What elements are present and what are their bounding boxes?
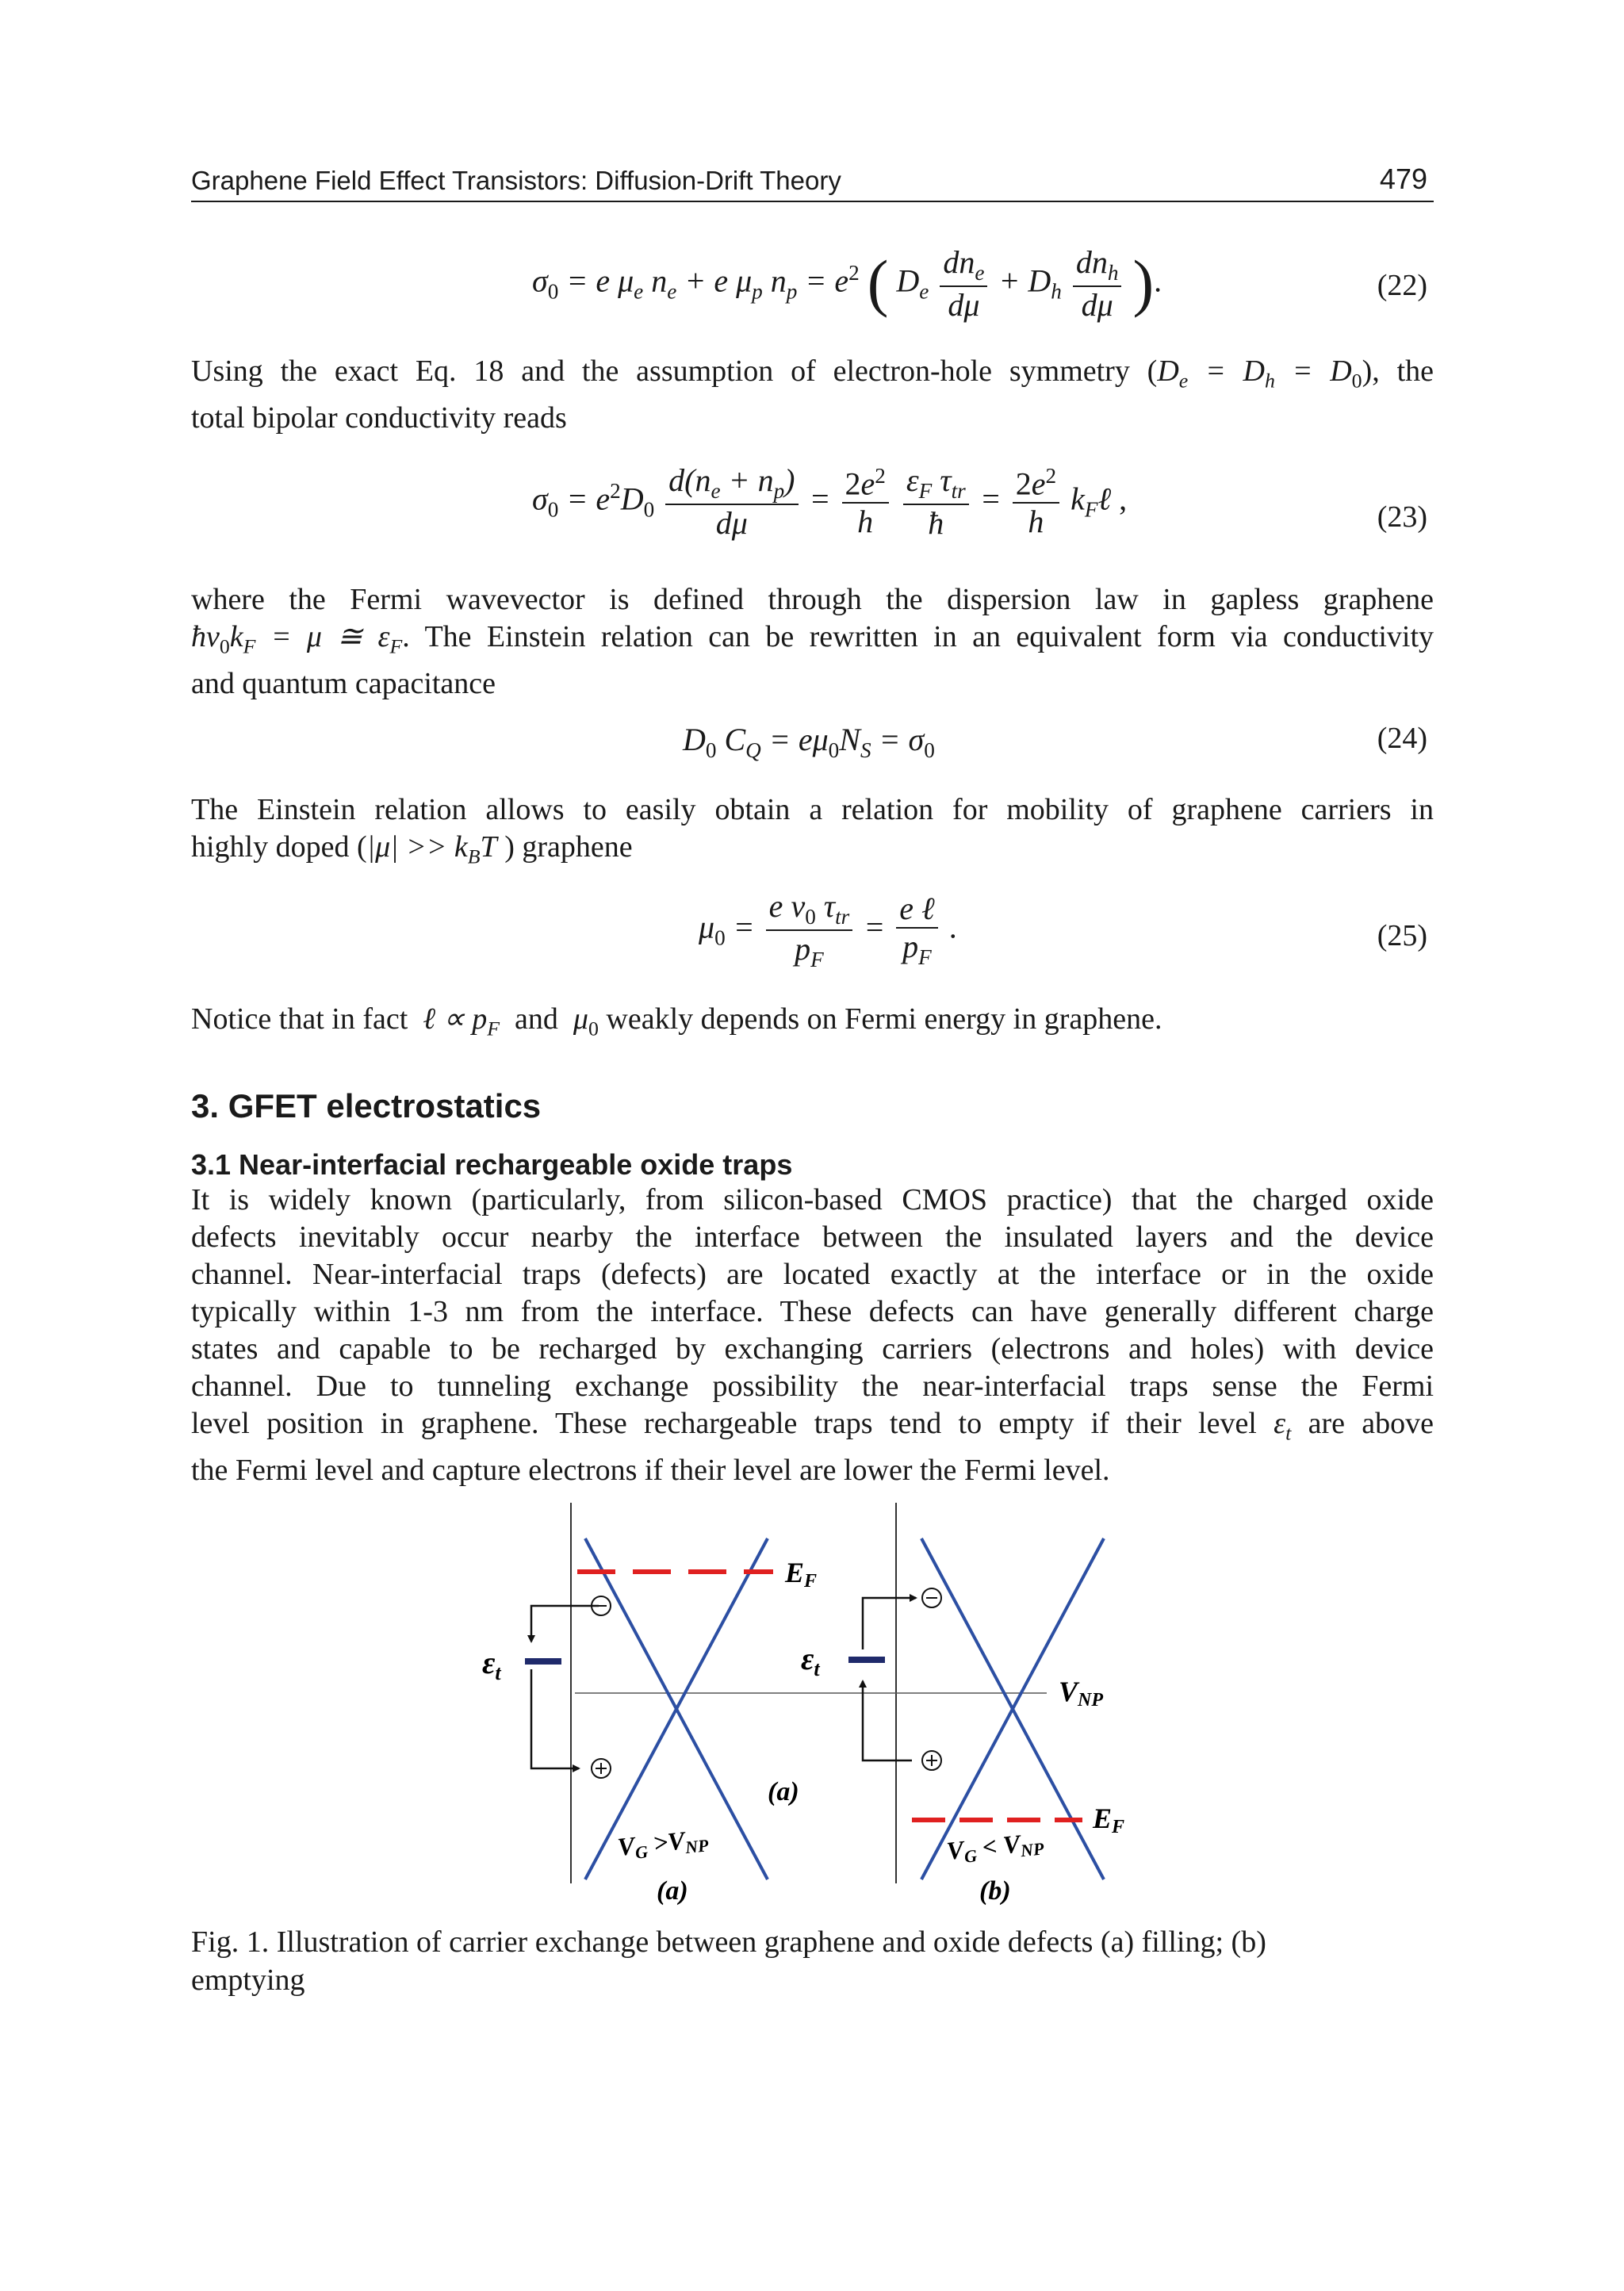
equation-25 bbox=[191, 888, 1434, 991]
p5-line-7-end: are above bbox=[1308, 1407, 1434, 1440]
paragraph-1 bbox=[191, 353, 1434, 437]
right-trap-label: $\varepsilon_t$ bbox=[801, 1641, 820, 1680]
p5-line-1: It is widely known (particularly, from silicon-based CMOS practice) that the charged oxide bbox=[191, 1183, 1434, 1216]
p5-line-4: typically within 1-3 nm from the interface. These defects can have generally different charge bbox=[191, 1295, 1434, 1328]
figure-1-diagram bbox=[468, 1503, 1150, 1915]
right-panel-label: (b) bbox=[979, 1876, 1011, 1906]
right-fermi-label: EF bbox=[1093, 1803, 1125, 1837]
p1-text-b: ), the bbox=[1362, 354, 1434, 388]
equation-24 bbox=[191, 718, 1434, 765]
p5-line-7: level position in graphene. These rechargeable traps tend to empty if their level bbox=[191, 1407, 1257, 1440]
p2-math: $ħv_0k_F = \mu$ ≅ $\varepsilon_F$ bbox=[191, 620, 403, 658]
equation-22-body: $\sigma_0 = e$ $\mu_e$ $n_e + e$ $\mu_p$ $n_p = e^2$ ( $D_e$ $\frac{dn_e}{d\mu}$ + $D_h$ $\frac{dn_h}{d\mu}$ ). bbox=[532, 244, 1162, 324]
section-heading-3: 3. GFET electrostatics bbox=[191, 1087, 542, 1124]
left-condition: VG >VNP bbox=[615, 1826, 710, 1863]
equation-22-number: (22) bbox=[1377, 269, 1427, 302]
right-condition: VG < VNP bbox=[944, 1829, 1045, 1867]
p1-line-2: total bipolar conductivity reads bbox=[191, 400, 567, 435]
p4-math-a: ℓ ∝ $p_F$ bbox=[415, 1002, 500, 1040]
section-heading-3-1: 3.1 Near-interfacial rechargeable oxide traps bbox=[191, 1148, 793, 1181]
paragraph-4 bbox=[191, 1001, 1434, 1048]
p5-line-2: defects inevitably occur nearby the interface between the insulated layers and the device bbox=[191, 1220, 1434, 1254]
running-head bbox=[191, 163, 1434, 202]
caption-line-1: Fig. 1. Illustration of carrier exchange between graphene and oxide defects (a) filling; (b) bbox=[191, 1925, 1266, 1959]
p4-text-a: Notice that in fact bbox=[191, 1002, 408, 1036]
equation-23 bbox=[191, 456, 1434, 567]
equation-24-body: $D_0$ $C_Q = e\mu_0N_S = \sigma_0$ bbox=[683, 722, 935, 762]
figure-1 bbox=[468, 1503, 1150, 1915]
vnp-label: VNP bbox=[1059, 1676, 1104, 1711]
equation-23-number: (23) bbox=[1377, 500, 1427, 534]
p1-text-a: Using the exact Eq. 18 and the assumption of electron-hole symmetry ( bbox=[191, 354, 1158, 388]
p5-line-3: channel. Near-interfacial traps (defects) are located exactly at the interface or in the oxide bbox=[191, 1258, 1434, 1291]
p3-text-a: highly doped ( bbox=[191, 830, 367, 864]
p5-line-6: channel. Due to tunneling exchange possibility the near-interfacial traps sense the Fermi bbox=[191, 1370, 1434, 1403]
p5-line-5: states and capable to be recharged by exchanging carriers (electrons and holes) with device bbox=[191, 1332, 1434, 1366]
page-number: 479 bbox=[1379, 163, 1427, 195]
left-capture-arrow-top bbox=[531, 1606, 599, 1642]
p4-text-b: and bbox=[515, 1002, 558, 1036]
p5-math: $\varepsilon_t$ bbox=[1274, 1407, 1292, 1445]
p3-text-b: ) graphene bbox=[504, 830, 633, 864]
mid-panel-label: (a) bbox=[768, 1777, 799, 1806]
left-fermi-label: EF bbox=[785, 1557, 818, 1592]
paragraph-2 bbox=[191, 581, 1434, 703]
equation-25-body: $\mu_0$ = $\frac{e v_0 \tau_{tr}}{p_F}$ = $\frac{\text{e ℓ}}{p_F}$ . bbox=[699, 888, 957, 972]
equation-23-body: $\sigma_0 = e^2D_0$ $\frac{d(n_e + n_p)}{d\mu}$ = $\frac{2e^2}{h}$ $\frac{\varepsilon_F \tau_{tr}}{ħ}$ = $\frac{2e^2}{h}$ $k_F\ell$ , bbox=[532, 462, 1128, 542]
p3-math: $|\mu| >> k_BT$ bbox=[366, 830, 497, 868]
p2-text: . The Einstein relation can be rewritten in an equivalent form via conductivity bbox=[402, 620, 1434, 653]
p1-math: $D_e = D_h = D_0$ bbox=[1157, 354, 1362, 393]
caption-line-2: emptying bbox=[191, 1963, 305, 1997]
figure-1-caption bbox=[191, 1923, 1434, 1999]
p2-line-3: and quantum capacitance bbox=[191, 666, 496, 700]
left-panel-label: (a) bbox=[657, 1876, 688, 1906]
equation-25-number: (25) bbox=[1377, 919, 1427, 952]
right-emission-arrow-top bbox=[863, 1598, 916, 1649]
running-head-title: Graphene Field Effect Transistors: Diffusion-Drift Theory bbox=[191, 166, 841, 195]
equation-22 bbox=[191, 238, 1434, 333]
paragraph-5 bbox=[191, 1182, 1434, 1489]
p4-math-b: $\mu_0$ bbox=[565, 1002, 599, 1040]
p2-line-1: where the Fermi wavevector is defined through the dispersion law in gapless graphene bbox=[191, 583, 1434, 616]
paragraph-3 bbox=[191, 791, 1434, 875]
p5-line-8: the Fermi level and capture electrons if their level are lower the Fermi level. bbox=[191, 1453, 1110, 1487]
equation-24-number: (24) bbox=[1377, 722, 1427, 755]
p3-line-1: The Einstein relation allows to easily obtain a relation for mobility of graphene carriers in bbox=[191, 793, 1434, 826]
left-trap-label: $\varepsilon_t$ bbox=[482, 1645, 501, 1684]
p4-text-c: weakly depends on Fermi energy in graphene. bbox=[606, 1002, 1162, 1036]
